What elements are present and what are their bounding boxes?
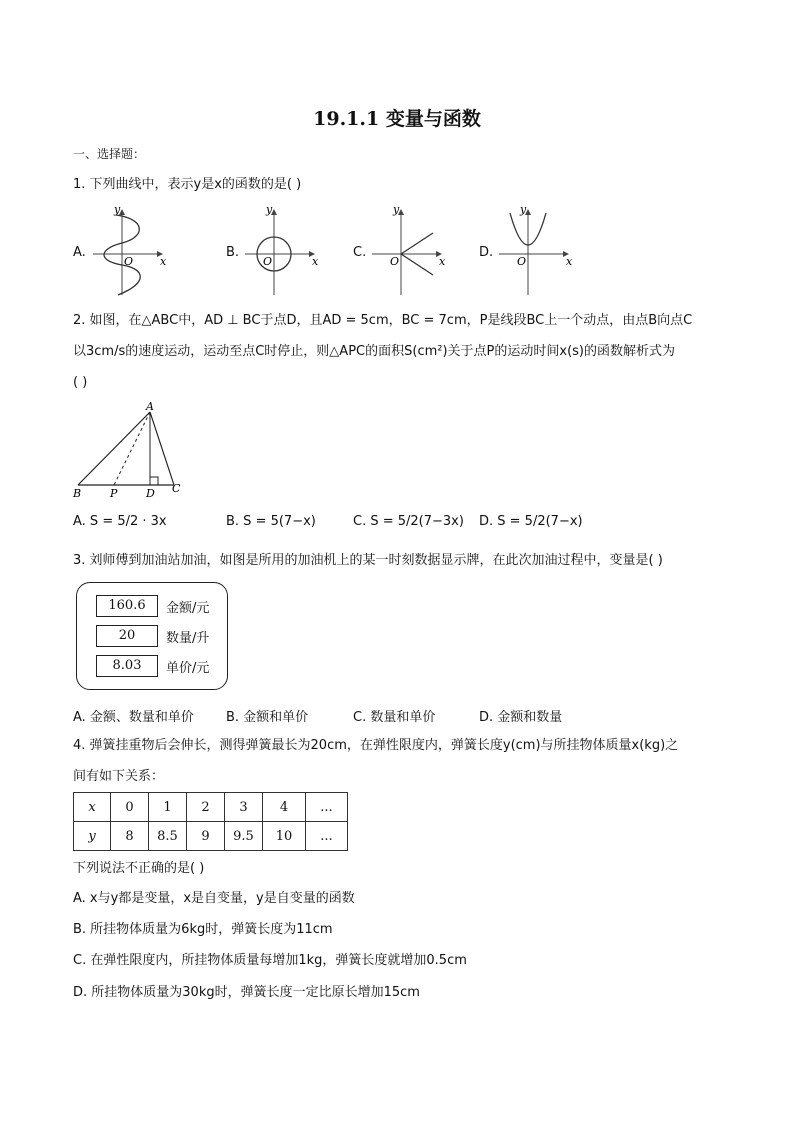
label-b: B xyxy=(73,487,82,500)
q2-option-b: B. S = 5(7−x) xyxy=(226,514,316,529)
page-title: 19.1.1 变量与函数 xyxy=(313,108,481,130)
q2-triangle-figure xyxy=(70,400,195,500)
table-cell: x xyxy=(74,793,111,822)
q2-option-d: D. S = 5/2(7−x) xyxy=(479,514,583,529)
q1-option-a-label: A. xyxy=(73,245,86,260)
question-4-line-1: 4. 弹簧挂重物后会伸长，测得弹簧最长为20cm，在弹性限度内，弹簧长度y(cm)与所挂物体质量x(kg)之 xyxy=(73,738,679,753)
q2-option-c: C. S = 5/2(7−3x) xyxy=(353,514,464,529)
fuel-pump-display xyxy=(76,582,228,690)
q1b-origin-label: O xyxy=(263,255,273,268)
q4-option-d: D. 所挂物体质量为30kg时，弹簧长度一定比原长增加15cm xyxy=(73,985,420,1000)
label-c: C xyxy=(172,482,181,495)
table-cell: 8 xyxy=(111,822,149,851)
question-2-line-3: ( ) xyxy=(73,375,88,390)
pump-price-unit: 单价/元 xyxy=(166,661,210,676)
table-cell: ... xyxy=(306,822,348,851)
question-4-line-2: 间有如下关系： xyxy=(73,769,165,784)
table-cell: 8.5 xyxy=(149,822,187,851)
q1c-origin-label: O xyxy=(390,255,400,268)
q1-option-d-label: D. xyxy=(479,245,494,260)
pump-quantity-unit: 数量/升 xyxy=(166,631,210,646)
q4-option-a: A. x与y都是变量，x是自变量，y是自变量的函数 xyxy=(73,891,355,906)
q1d-origin-label: O xyxy=(517,255,527,268)
label-d: D xyxy=(146,487,155,500)
q1d-y-label: y xyxy=(520,203,527,216)
question-2-line-2: 以3cm/s的速度运动，运动至点C时停止，则△APC的面积S(cm²)关于点P的运动时间x(s)的函数解析式为 xyxy=(73,344,675,359)
table-cell: ... xyxy=(306,793,348,822)
label-p: P xyxy=(110,487,118,500)
table-row xyxy=(74,793,348,822)
q3-option-d: D. 金额和数量 xyxy=(479,710,563,725)
pump-quantity-value: 20 xyxy=(96,625,158,647)
q3-option-a: A. 金额、数量和单价 xyxy=(73,710,194,725)
pump-amount-value: 160.6 xyxy=(96,595,158,617)
table-row xyxy=(74,822,348,851)
q1-graph-b xyxy=(240,203,322,299)
q4-data-table xyxy=(73,792,348,851)
pump-amount-unit: 金额/元 xyxy=(166,601,210,616)
table-cell: 9 xyxy=(187,822,225,851)
q4-option-b: B. 所挂物体质量为6kg时，弹簧长度为11cm xyxy=(73,922,333,937)
q1a-origin-label: O xyxy=(124,255,134,268)
q1-graph-a xyxy=(88,203,170,299)
table-cell: y xyxy=(74,822,111,851)
q1a-y-label: y xyxy=(114,203,121,216)
q1b-y-label: y xyxy=(266,203,273,216)
q1a-x-label: x xyxy=(160,255,167,268)
q2-option-a: A. S = 5/2 · 3x xyxy=(73,514,167,529)
q3-option-c: C. 数量和单价 xyxy=(353,710,436,725)
q1b-x-label: x xyxy=(312,255,319,268)
q4-option-c: C. 在弹性限度内，所挂物体质量每增加1kg，弹簧长度就增加0.5cm xyxy=(73,953,467,968)
question-1-stem: 1. 下列曲线中，表示y是x的函数的是( ) xyxy=(73,177,302,192)
q3-option-b: B. 金额和单价 xyxy=(226,710,309,725)
table-cell: 0 xyxy=(111,793,149,822)
q1d-x-label: x xyxy=(566,255,573,268)
table-cell: 9.5 xyxy=(225,822,263,851)
q1-graph-c xyxy=(367,203,449,299)
q1c-y-label: y xyxy=(393,203,400,216)
question-2-line-1: 2. 如图，在△ABC中，AD ⊥ BC于点D，且AD = 5cm，BC = 7cm，P是线段BC上一个动点，由点B向点C xyxy=(73,313,693,328)
label-a: A xyxy=(146,400,154,413)
q1-graph-d xyxy=(494,203,576,299)
table-cell: 2 xyxy=(187,793,225,822)
table-cell: 10 xyxy=(263,822,306,851)
question-4-prompt: 下列说法不正确的是( ) xyxy=(73,861,205,876)
q1c-x-label: x xyxy=(439,255,446,268)
pump-price-value: 8.03 xyxy=(96,655,158,677)
section-heading: 一、选择题： xyxy=(73,147,146,161)
table-cell: 3 xyxy=(225,793,263,822)
question-3-stem: 3. 刘师傅到加油站加油，如图是所用的加油机上的某一时刻数据显示牌，在此次加油过程中，变量是( ) xyxy=(73,553,663,568)
table-cell: 1 xyxy=(149,793,187,822)
q1-option-b-label: B. xyxy=(226,245,240,260)
q1-option-c-label: C. xyxy=(353,245,367,260)
table-cell: 4 xyxy=(263,793,306,822)
